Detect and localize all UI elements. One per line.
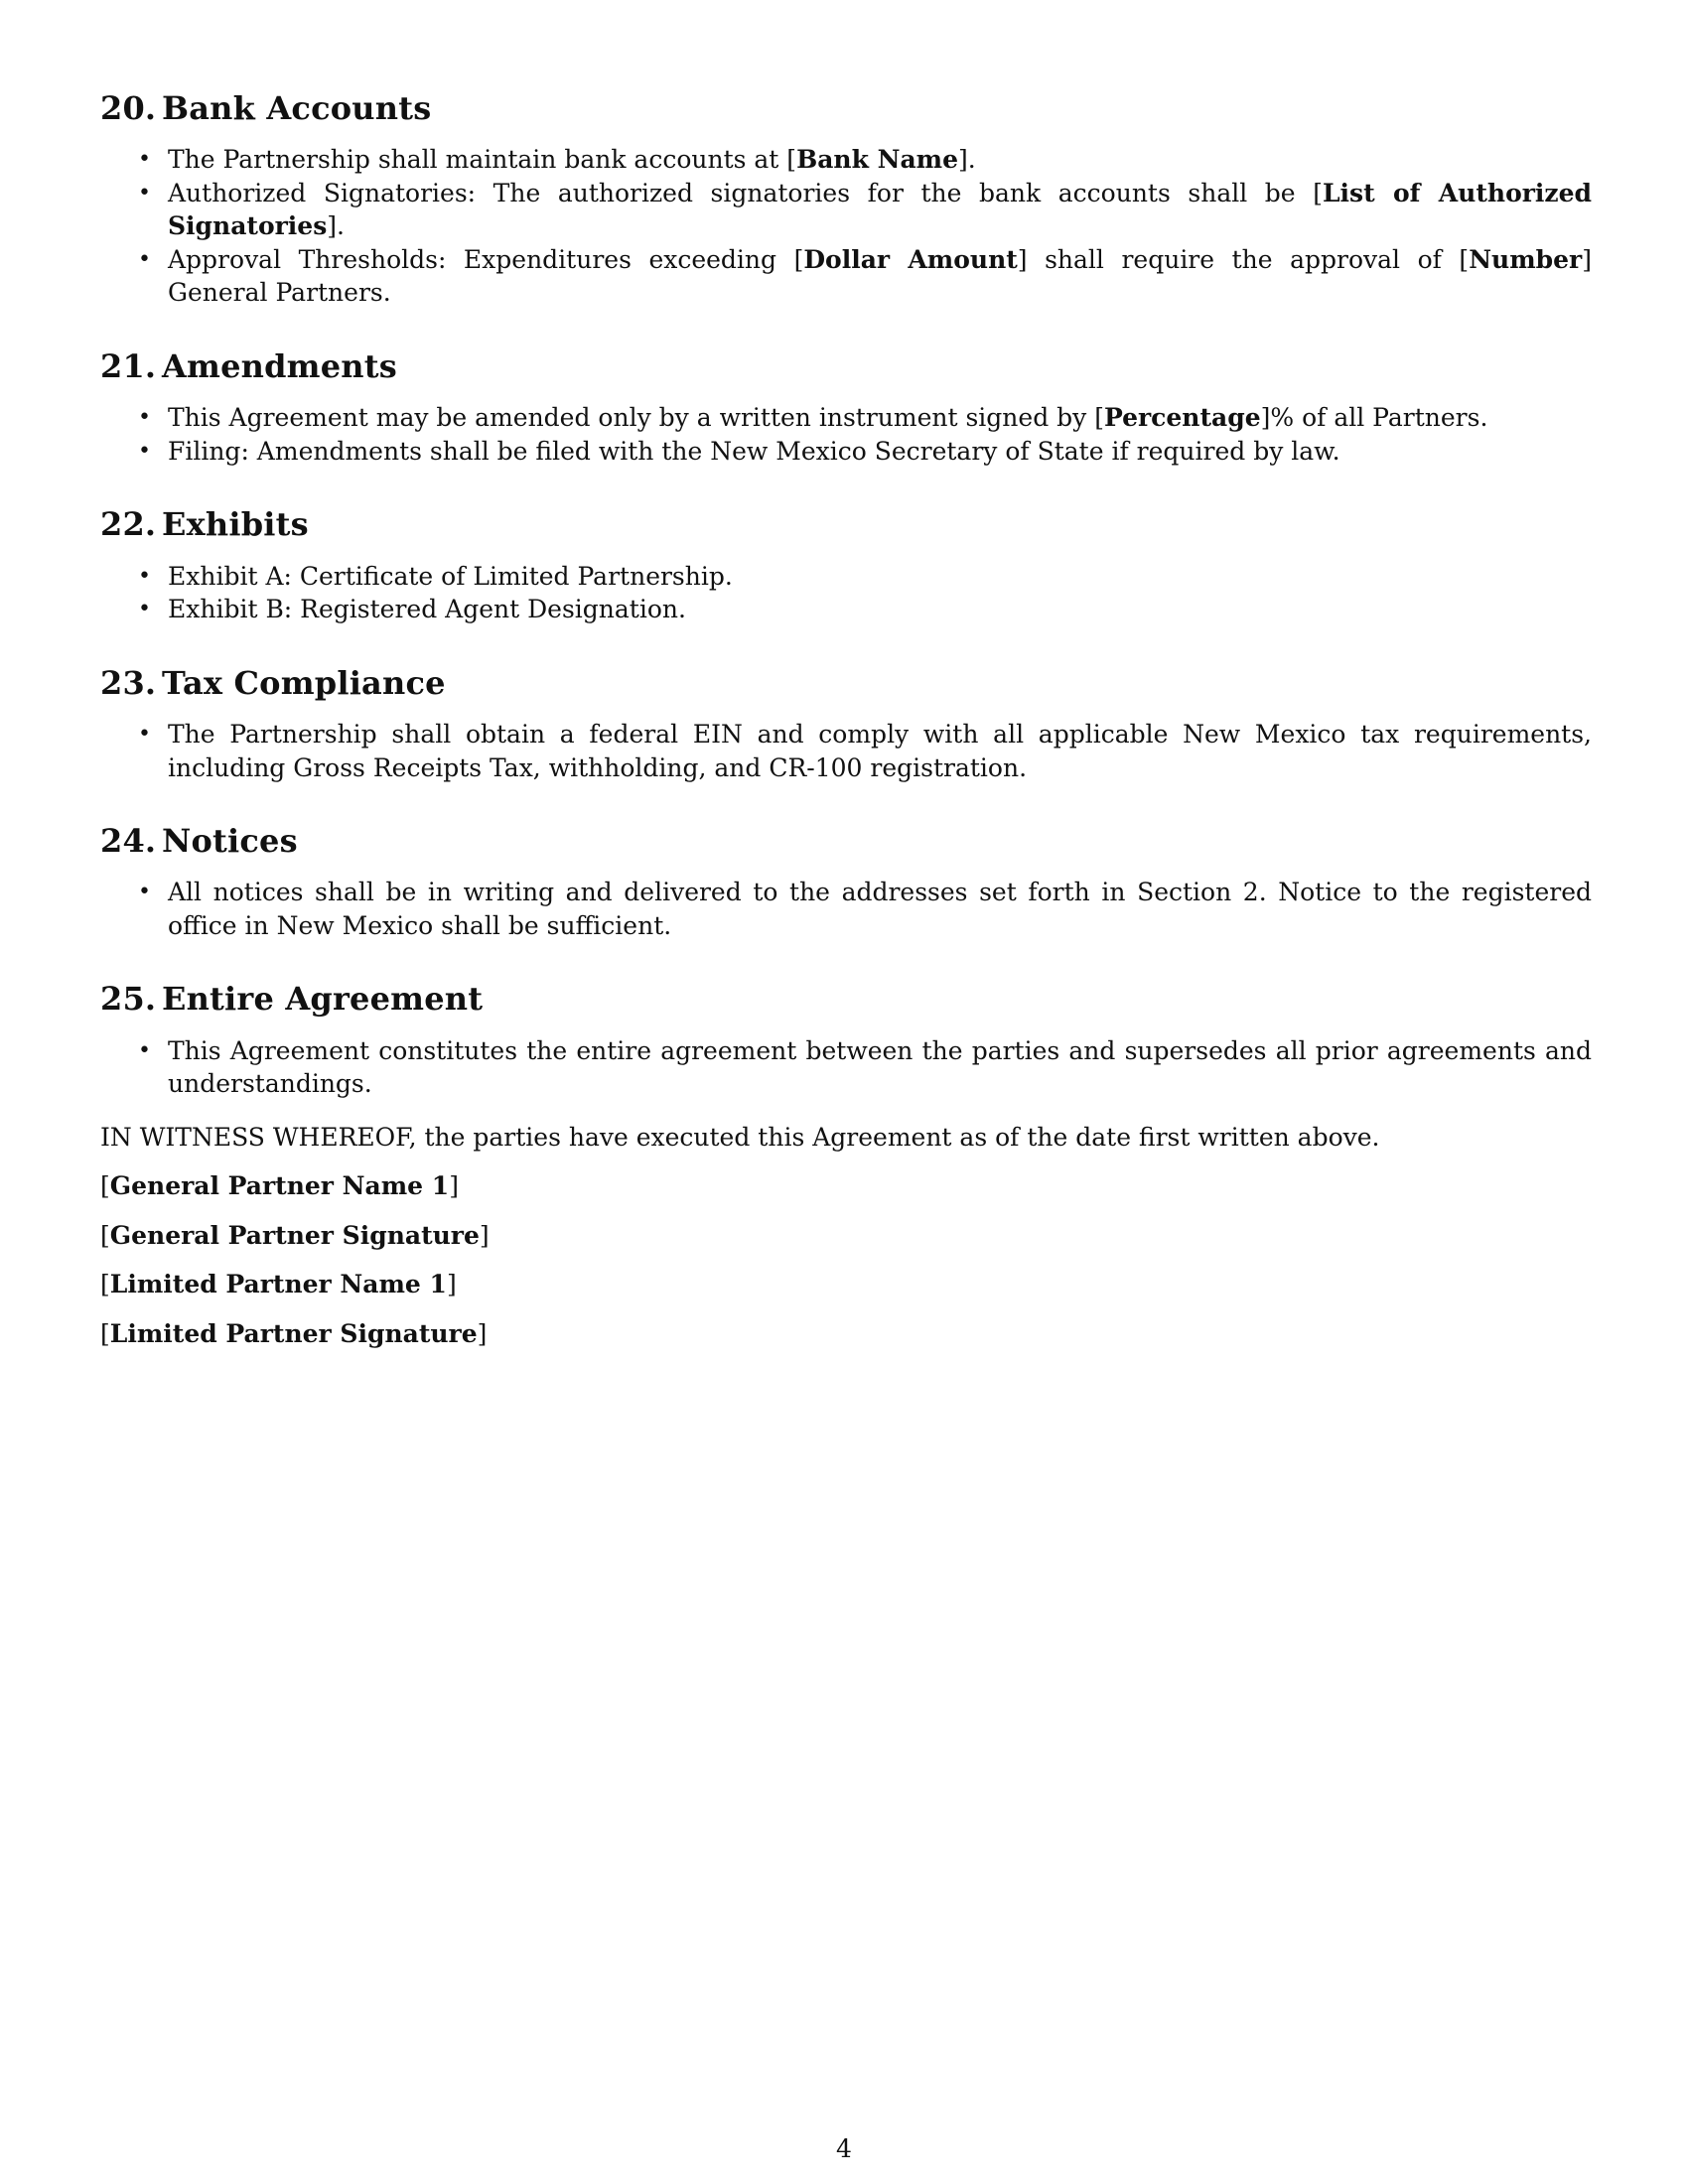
section-tax-compliance bbox=[100, 664, 1592, 784]
signature-line-limited-partner-name: [Limited Partner Name 1] bbox=[100, 1270, 457, 1299]
list-item bbox=[100, 435, 1592, 469]
item-text: All notices shall be in writing and delivered to the addresses set forth in Section 2. Notice to the registered office in New Mexico shall be sufficient. bbox=[168, 878, 1592, 940]
section-number: 22. bbox=[100, 505, 157, 544]
section-heading bbox=[100, 505, 1592, 543]
item-text: Approval Thresholds: Expenditures exceeding [ bbox=[168, 244, 804, 274]
bullet-list bbox=[100, 401, 1592, 468]
signature-line-limited-partner-signature: [Limited Partner Signature] bbox=[100, 1318, 488, 1348]
list-item bbox=[100, 718, 1592, 784]
section-title: Exhibits bbox=[162, 505, 309, 544]
section-entire-agreement bbox=[100, 980, 1592, 1100]
bullet-list bbox=[100, 876, 1592, 942]
item-text: ]% of all Partners. bbox=[1260, 403, 1488, 433]
item-text: The Partnership shall maintain bank accounts at [ bbox=[168, 145, 797, 175]
item-text: This Agreement constitutes the entire agreement between the parties and supersedes all prior agreements and understandings. bbox=[168, 1035, 1592, 1099]
witness-clause: IN WITNESS WHEREOF, the parties have executed this Agreement as of the date first written above. bbox=[100, 1122, 1380, 1152]
signature-line-general-partner-signature: [General Partner Signature] bbox=[100, 1220, 490, 1250]
section-title: Notices bbox=[162, 822, 298, 861]
bullet-list bbox=[100, 718, 1592, 784]
bullet-list bbox=[100, 143, 1592, 310]
section-notices bbox=[100, 822, 1592, 942]
placeholder-field: Bank Name bbox=[796, 145, 959, 175]
item-text: ]. bbox=[327, 211, 345, 241]
section-bank-accounts bbox=[100, 89, 1592, 310]
section-number: 20. bbox=[100, 89, 157, 127]
signature-placeholder: Limited Partner Name 1 bbox=[109, 1270, 447, 1299]
item-text: ] General Partners. bbox=[168, 244, 1592, 308]
placeholder-field: Dollar Amount bbox=[803, 244, 1018, 274]
section-number: 25. bbox=[100, 980, 157, 1019]
item-text: ] shall require the approval of [ bbox=[1017, 244, 1470, 274]
item-text: Filing: Amendments shall be filed with the New Mexico Secretary of State if required by law. bbox=[168, 436, 1340, 466]
list-item bbox=[100, 1034, 1592, 1101]
list-item bbox=[100, 243, 1592, 310]
list-item bbox=[100, 401, 1592, 435]
section-number: 21. bbox=[100, 346, 157, 385]
section-heading bbox=[100, 347, 1592, 385]
signature-placeholder: Limited Partner Signature bbox=[109, 1318, 478, 1348]
bullet-list bbox=[100, 560, 1592, 626]
list-item bbox=[100, 143, 1592, 177]
placeholder-field: List of Authorized Signatories bbox=[168, 178, 1592, 241]
item-text: ]. bbox=[958, 145, 976, 175]
placeholder-field: Percentage bbox=[1103, 403, 1261, 433]
item-text: Exhibit B: Registered Agent Designation. bbox=[168, 595, 686, 624]
list-item bbox=[100, 876, 1592, 942]
item-text: The Partnership shall obtain a federal EIN and comply with all applicable New Mexico tax requirements, including Gross Receipts Tax, withholding, and CR-100 registration. bbox=[168, 720, 1592, 782]
section-title: Amendments bbox=[162, 346, 397, 385]
section-heading bbox=[100, 822, 1592, 860]
item-text: This Agreement may be amended only by a written instrument signed by [ bbox=[168, 403, 1104, 433]
item-text: Authorized Signatories: The authorized signatories for the bank accounts shall be [ bbox=[168, 178, 1323, 207]
section-heading bbox=[100, 664, 1592, 702]
list-item bbox=[100, 177, 1592, 243]
list-item bbox=[100, 560, 1592, 594]
item-text: Exhibit A: Certificate of Limited Partnership. bbox=[168, 561, 733, 591]
section-number: 23. bbox=[100, 663, 157, 702]
bullet-list bbox=[100, 1034, 1592, 1101]
section-title: Bank Accounts bbox=[162, 89, 432, 127]
section-amendments bbox=[100, 347, 1592, 468]
section-heading bbox=[100, 89, 1592, 127]
signature-placeholder: General Partner Name 1 bbox=[109, 1171, 450, 1201]
signature-line-general-partner-name: [General Partner Name 1] bbox=[100, 1171, 459, 1201]
section-exhibits bbox=[100, 505, 1592, 625]
section-heading bbox=[100, 980, 1592, 1018]
document-page bbox=[100, 89, 1592, 1366]
signature-placeholder: General Partner Signature bbox=[109, 1220, 480, 1250]
section-title: Tax Compliance bbox=[162, 663, 446, 702]
section-number: 24. bbox=[100, 822, 157, 861]
placeholder-field: Number bbox=[1469, 244, 1583, 274]
list-item bbox=[100, 593, 1592, 626]
section-title: Entire Agreement bbox=[162, 980, 484, 1019]
page-number: 4 bbox=[836, 2134, 852, 2163]
